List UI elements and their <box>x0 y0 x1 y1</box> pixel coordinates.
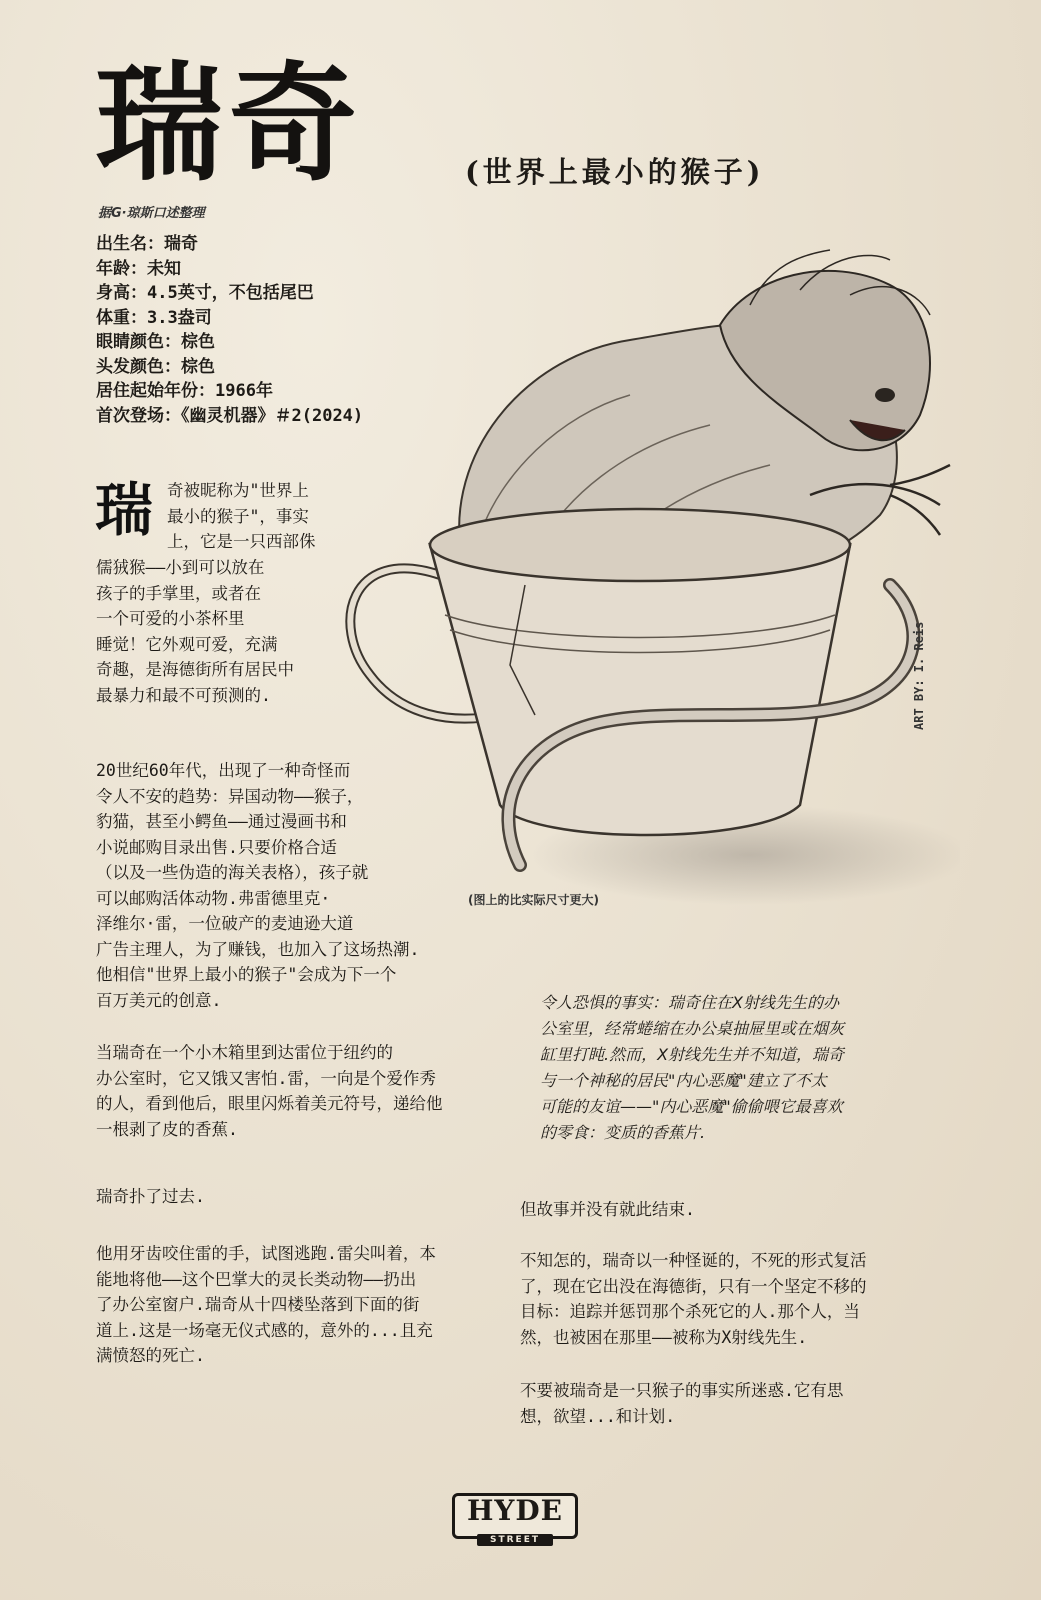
page-title: 瑞奇 <box>95 49 364 199</box>
intro-line: 奇被昵称为"世界上 <box>167 481 309 500</box>
text-line: 缸里打盹.然而，X射线先生并不知道，瑞奇 <box>540 1045 845 1064</box>
text-line: 能地将他——这个巴掌大的灵长类动物——扔出 <box>96 1269 417 1289</box>
logo-sub-text: STREET <box>477 1534 553 1546</box>
teacup-rim <box>430 509 850 581</box>
text-line: 的人，看到他后，眼里闪烁着美元符号，递给他 <box>96 1094 443 1113</box>
bio-line-hair-color: 头发颜色：棕色 <box>96 356 215 377</box>
text-line: 可能的友谊——"内心恶魔"偷偷喂它最喜欢 <box>540 1097 843 1116</box>
text-line: 他用牙齿咬住雷的手，试图逃跑.雷尖叫着，本 <box>96 1244 436 1263</box>
intro-line: 最小的猴子"，事实 <box>167 506 309 526</box>
bio-line-first-appearance: 首次登场：《幽灵机器》＃2(2024) <box>96 405 364 426</box>
intro-line: 奇趣，是海德街所有居民中 <box>96 660 294 679</box>
arrival-paragraph <box>96 1040 443 1142</box>
text-line: 满愤怒的死亡. <box>96 1346 205 1365</box>
bio-line-residence-year: 居住起始年份：1966年 <box>96 381 273 401</box>
text-line: 一根剥了皮的香蕉. <box>96 1119 238 1139</box>
text-line: 不知怎的，瑞奇以一种怪诞的，不死的形式复活 <box>520 1251 867 1270</box>
logo-main-text: HYDE <box>466 1494 564 1527</box>
text-line: （以及一些伪造的海关表格），孩子就 <box>96 863 369 882</box>
text-line: 令人恐惧的事实：瑞奇住在X射线先生的办 <box>540 993 839 1012</box>
pounce-paragraph <box>96 1184 205 1210</box>
text-line: 道上.这是一场毫无仪式感的，意外的...且充 <box>96 1320 433 1340</box>
art-credit: ART BY: I. Reis <box>912 621 926 730</box>
bio-line-age: 年龄：未知 <box>96 258 181 279</box>
intro-line: 最暴力和最不可预测的. <box>96 685 271 705</box>
text-line: 豹猫，甚至小鳄鱼——通过漫画书和 <box>96 812 347 831</box>
bio-line-eye-color: 眼睛颜色：棕色 <box>96 332 215 352</box>
intro-line: 孩子的手掌里，或者在 <box>96 583 261 603</box>
text-line: 20世纪60年代，出现了一种奇怪而 <box>96 761 351 780</box>
bio-line-weight: 体重：3.3盎司 <box>96 307 212 328</box>
text-line: 了办公室窗户.瑞奇从十四楼坠落到下面的街 <box>96 1295 420 1314</box>
death-paragraph <box>96 1241 436 1369</box>
text-line: 他相信"世界上最小的猴子"会成为下一个 <box>96 965 397 984</box>
intro-line: 睡觉！它外观可爱，充满 <box>96 634 278 654</box>
text-line: 令人不安的趋势：异国动物——猴子， <box>96 786 364 806</box>
teacup <box>430 545 850 835</box>
not-over-paragraph <box>520 1197 695 1223</box>
text-line: 然，也被困在那里——被称为X射线先生. <box>520 1327 808 1347</box>
text-line: 瑞奇扑了过去. <box>96 1187 205 1206</box>
text-line: 小说邮购目录出售.只要价格合适 <box>96 837 337 857</box>
intro-line: 上，它是一只西部侏 <box>167 532 316 551</box>
text-line: 与一个神秘的居民"内心恶魔"建立了不太 <box>540 1071 827 1090</box>
bio-line-height: 身高：4.5英寸，不包括尾巴 <box>96 283 314 303</box>
source-credit: 据G·琼斯口述整理 <box>98 206 205 221</box>
revival-paragraph <box>520 1248 867 1350</box>
intro-line: 一个可爱的小茶杯里 <box>96 609 245 628</box>
illustration-caption: (图上的比实际尺寸更大) <box>468 893 599 907</box>
warning-paragraph <box>520 1378 843 1429</box>
text-line: 的零食：变质的香蕉片. <box>540 1123 706 1142</box>
text-line: 泽维尔·雷，一位破产的麦迪逊大道 <box>96 914 354 933</box>
text-line: 但故事并没有就此结束. <box>520 1200 695 1219</box>
text-line: 广告主理人，为了赚钱，也加入了这场热潮. <box>96 939 420 959</box>
text-line: 当瑞奇在一个小木箱里到达雷位于纽约的 <box>96 1043 393 1062</box>
hyde-street-logo <box>452 1493 578 1545</box>
intro-line: 儒狨猴——小到可以放在 <box>96 558 265 577</box>
monkey-in-teacup-illustration <box>330 245 960 925</box>
text-line: 目标：追踪并惩罚那个杀死它的人.那个人，当 <box>520 1302 860 1321</box>
intro-paragraph-head <box>167 478 316 555</box>
text-line: 办公室时，它又饿又害怕.雷，一向是个爱作秀 <box>96 1068 436 1088</box>
text-line: 公室里，经常蜷缩在办公桌抽屉里或在烟灰 <box>540 1019 845 1038</box>
text-line: 可以邮购活体动物.弗雷德里克· <box>96 888 331 908</box>
text-line: 不要被瑞奇是一只猴子的事实所迷惑.它有思 <box>520 1381 844 1400</box>
text-line: 了，现在它出没在海德街，只有一个坚定不移的 <box>520 1276 867 1296</box>
intro-paragraph-body <box>96 555 294 708</box>
bio-block <box>96 232 363 428</box>
text-line: 百万美元的创意. <box>96 990 222 1010</box>
text-line: 想，欲望...和计划. <box>520 1406 676 1426</box>
bio-line-name: 出生名：瑞奇 <box>96 234 198 254</box>
drop-cap: 瑞 <box>95 476 154 544</box>
page-subtitle: (世界上最小的猴子) <box>465 155 765 189</box>
scary-fact-box <box>540 990 844 1146</box>
